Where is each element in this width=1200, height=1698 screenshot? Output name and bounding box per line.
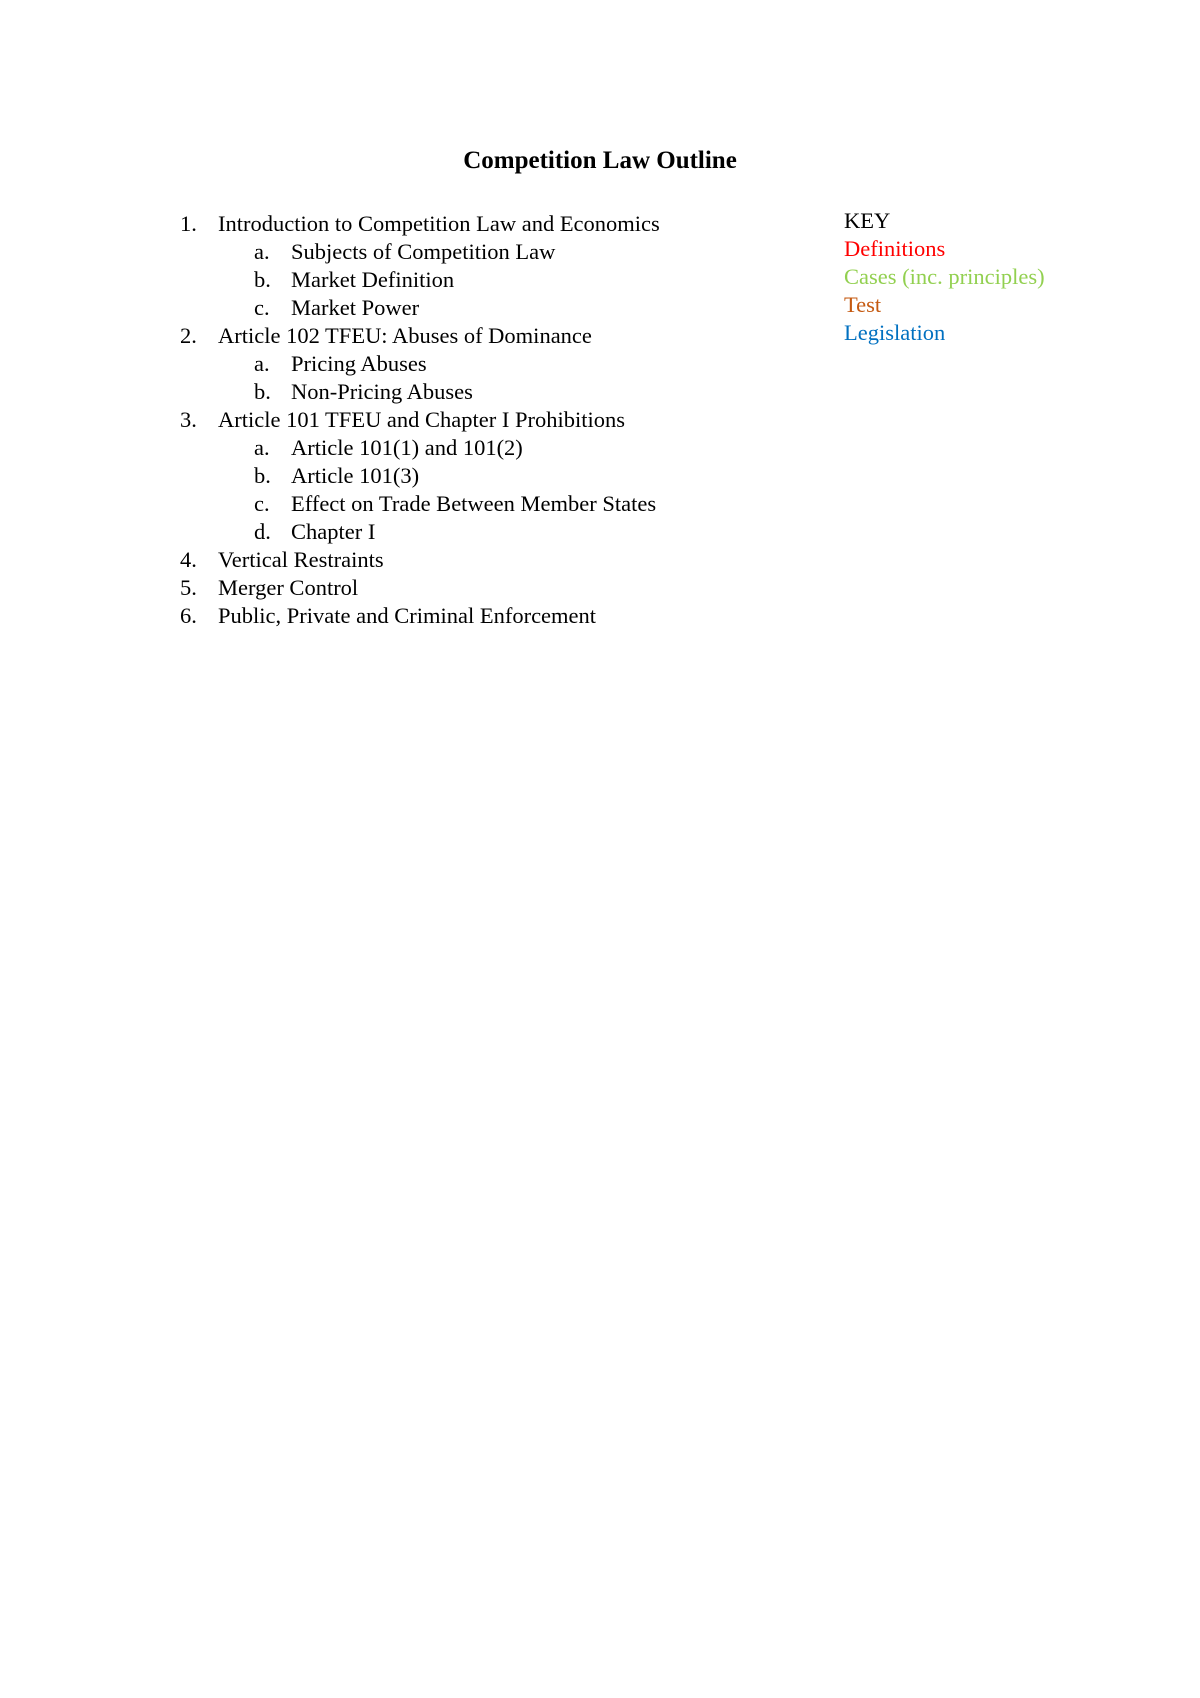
outline-item-text: Introduction to Competition Law and Economics [218,211,660,236]
outline-subitem [180,518,820,546]
outline-subitem [180,350,820,378]
outline-list [180,210,820,630]
outline-item [180,574,820,602]
outline-subitem-text: Chapter I [291,519,376,544]
outline-item-number: 3. [180,407,197,432]
color-key [844,207,1144,347]
outline-item-number: 6. [180,603,197,628]
outline-subitem [180,490,820,518]
outline-subitem [180,238,820,266]
document-title: Competition Law Outline [463,147,737,174]
outline-subitem-letter: a. [254,351,270,376]
outline-item [180,602,820,630]
outline-subitem [180,294,820,322]
outline-subitem-letter: a. [254,435,270,460]
outline-subitem-letter: b. [254,463,271,488]
outline-item-text: Vertical Restraints [218,547,384,572]
outline-subitem-letter: b. [254,379,271,404]
outline-item-number: 1. [180,211,197,236]
outline-item-text: Article 102 TFEU: Abuses of Dominance [218,323,592,348]
outline-subitem [180,378,820,406]
outline-subitem-letter: d. [254,519,271,544]
outline-subitem-letter: c. [254,295,270,320]
outline-subitem-text: Market Definition [291,267,455,292]
outline-subitem-text: Pricing Abuses [291,351,427,376]
outline-item-text: Public, Private and Criminal Enforcement [218,603,597,628]
outline-item-number: 4. [180,547,197,572]
outline-item-number: 2. [180,323,197,348]
key-entry-cases: Cases (inc. principles) [844,264,1045,289]
outline-subitem [180,434,820,462]
outline-subitem [180,462,820,490]
outline-subitem-letter: a. [254,239,270,264]
outline-item [180,210,820,238]
outline-subitem-text: Subjects of Competition Law [291,239,556,264]
outline-item [180,546,820,574]
outline-subitem-text: Article 101(3) [291,463,420,488]
outline-subitem-text: Market Power [291,295,420,320]
outline-item-text: Merger Control [218,575,359,600]
key-entry-test: Test [844,292,882,317]
key-entry-definitions: Definitions [844,236,946,261]
outline-subitem-text: Article 101(1) and 101(2) [291,435,523,460]
outline-subitem-letter: b. [254,267,271,292]
outline-subitem-letter: c. [254,491,270,516]
outline-item-number: 5. [180,575,197,600]
key-heading: KEY [844,208,891,233]
outline-subitem-text: Non-Pricing Abuses [291,379,473,404]
outline-subitem-text: Effect on Trade Between Member States [291,491,657,516]
outline-subitem [180,266,820,294]
outline-item [180,406,820,434]
outline-item [180,322,820,350]
key-entry-legislation: Legislation [844,320,946,345]
outline-item-text: Article 101 TFEU and Chapter I Prohibitions [218,407,626,432]
